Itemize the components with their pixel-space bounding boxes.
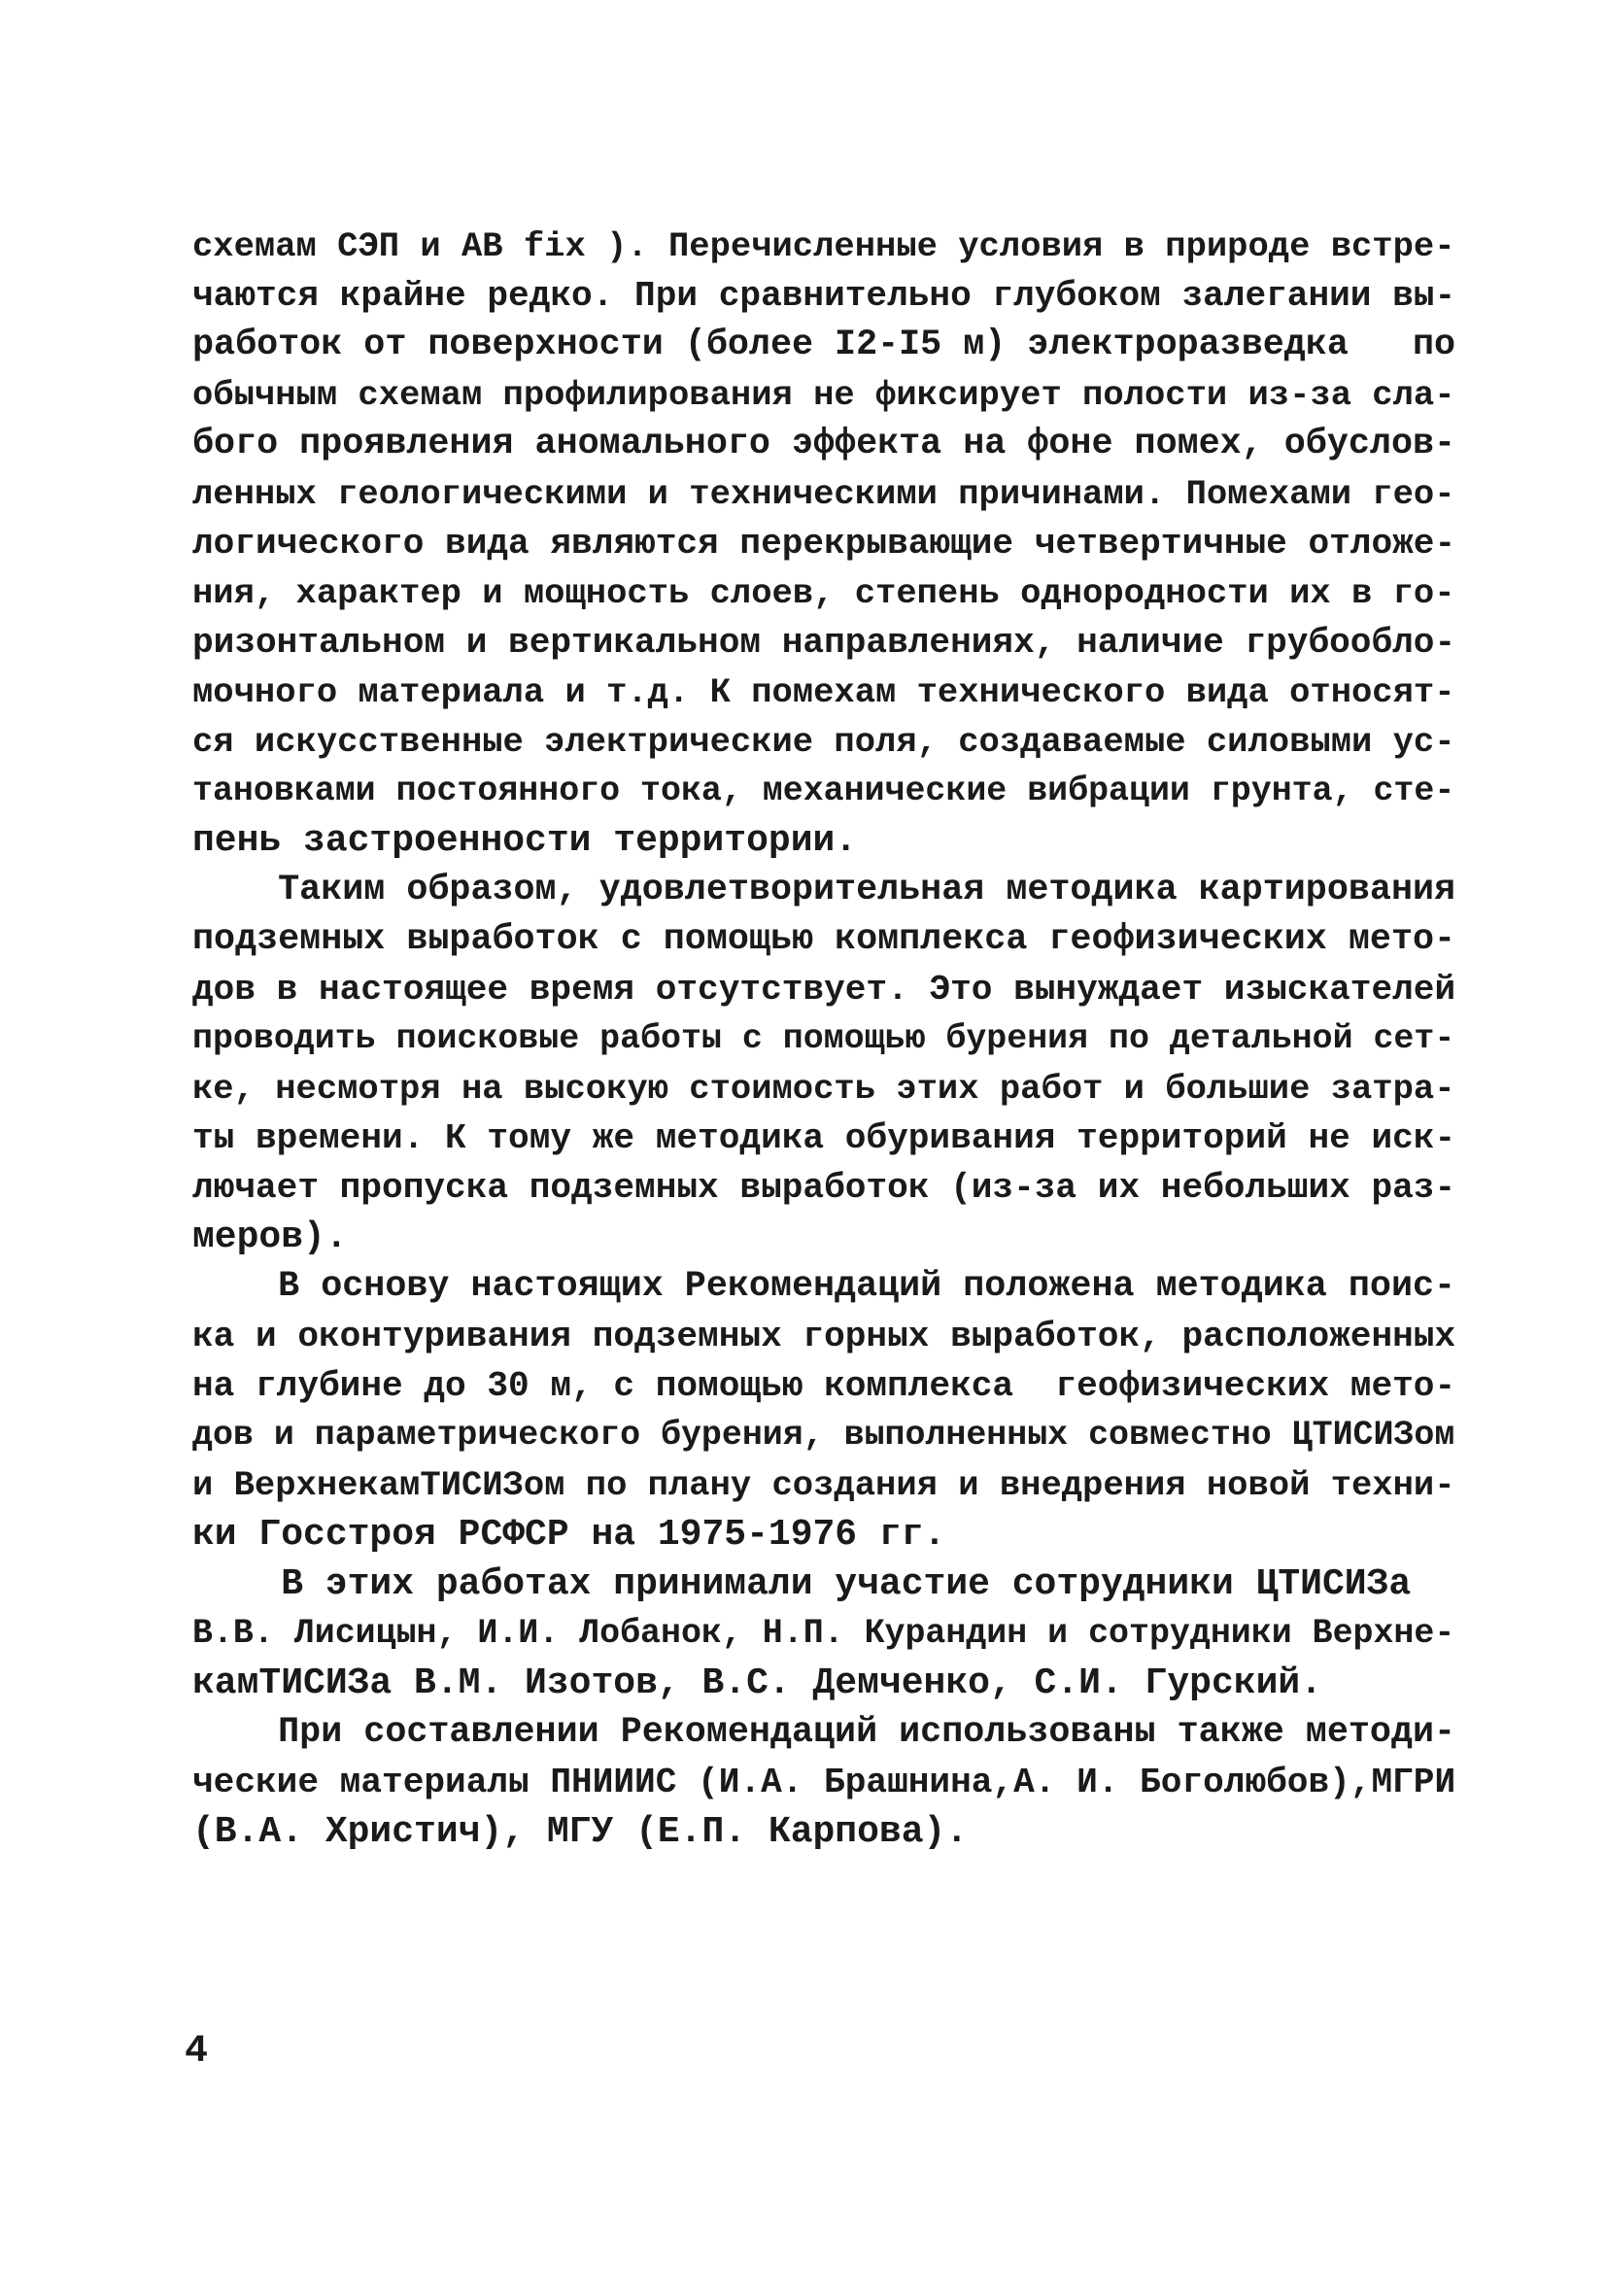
text-line: ния, характер и мощность слоев, степень однородности их в го-	[192, 573, 1455, 613]
text-line: обычным схемам профилирования не фиксирует полости из-за сла-	[192, 375, 1455, 415]
text-line: подземных выработок с помощью комплекса геофизических мето-	[192, 919, 1456, 960]
text-line: ке, несмотря на высокую стоимость этих работ и большие затра-	[192, 1069, 1455, 1109]
text-line: логического вида являются перекрывающие четвертичные отложе-	[192, 524, 1456, 564]
text-line: камТИСИЗа В.М. Изотов, В.С. Демченко, С.И. Гурский.	[192, 1662, 1322, 1704]
text-line: При составлении Рекомендаций использованы также методи-	[192, 1712, 1456, 1753]
text-line: работок от поверхности (более I2-I5 м) электроразведка по	[192, 325, 1456, 365]
text-line: пень застроенности территории.	[192, 820, 858, 862]
text-line: ка и оконтуривания подземных горных выработок, расположенных	[192, 1317, 1456, 1356]
text-line: ризонтальном и вертикальном направлениях, наличие грубообло-	[192, 623, 1456, 663]
text-line: меров).	[192, 1217, 348, 1258]
text-line: В основу настоящих Рекомендаций положена методика поис-	[192, 1266, 1456, 1307]
page-number: 4	[185, 2030, 209, 2073]
text-line: В.В. Лисицын, И.И. Лобанок, Н.П. Курандин и сотрудники Верхне-	[192, 1615, 1455, 1653]
text-line: ческие материалы ПНИИИС (И.А. Брашнина,А. И. Боголюбов),МГРИ	[192, 1763, 1456, 1802]
text-line: ленных геологическими и техническими причинами. Помехами гео-	[192, 474, 1455, 514]
text-line: и ВерхнекамТИСИЗом по плану создания и внедрения новой техни-	[192, 1465, 1455, 1505]
text-line: лючает пропуска подземных выработок (из-за их небольших раз-	[192, 1168, 1456, 1208]
text-line: ся искусственные электрические поля, создаваемые силовыми ус-	[192, 722, 1455, 762]
text-line: (В.А. Христич), МГУ (Е.П. Карпова).	[192, 1811, 969, 1853]
text-line: дов в настоящее время отсутствует. Это вынуждает изыскателей	[192, 970, 1456, 1010]
text-line: В этих работах принимали участие сотрудники ЦТИСИЗа	[192, 1563, 1412, 1605]
text-line: дов и параметрического бурения, выполненных совместно ЦТИСИЗом	[192, 1417, 1455, 1455]
text-line: ты времени. К тому же методика обуривания территорий не иск-	[192, 1118, 1456, 1158]
text-line: тановками постоянного тока, механические вибрации грунта, сте-	[192, 772, 1455, 810]
text-line: мочного материала и т.д. К помехам технического вида относят-	[192, 672, 1455, 712]
text-line: на глубине до 30 м, с помощью комплекса геофизических мето-	[192, 1366, 1456, 1406]
text-line: чаются крайне редко. При сравнительно глубоком залегании вы-	[192, 276, 1456, 316]
text-line: Таким образом, удовлетворительная методика картирования	[192, 870, 1456, 910]
body-text	[192, 222, 1455, 1857]
text-line: схемам СЭП и АВ fix ). Перечисленные условия в природе встре-	[192, 226, 1455, 266]
text-line: ки Госстроя РСФСР на 1975-1976 гг.	[192, 1514, 946, 1556]
text-line: проводить поисковые работы с помощью бурения по детальной сет-	[192, 1020, 1455, 1058]
text-line: бого проявления аномального эффекта на фоне помех, обуслов-	[192, 424, 1456, 464]
